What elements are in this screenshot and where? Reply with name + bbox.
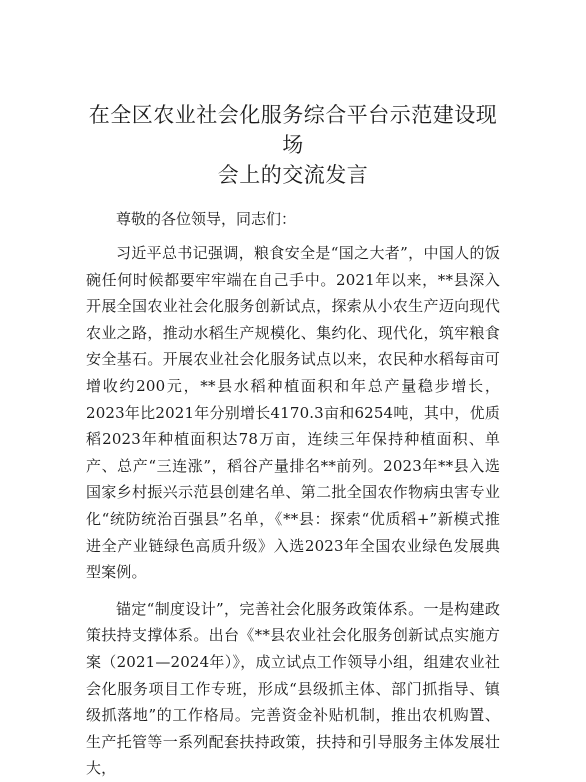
body-paragraph-1: 习近平总书记强调，粮食安全是“国之大者”，中国人的饭碗任何时候都要牢牢端在自己手中。2021年以来，**县深入开展全国农业社会化服务创新试点，探索从小农生产迈向现代农业之路，推动水稻生产规模化、集约化、现代化，筑牢粮食安全基石。开展农业社会化服务试点以来，农民种水稻每亩可增收约200元，**县水稻种植面积和年总产量稳步增长，2023年比2021年分别增长4170.3亩和6254吨，其中，优质稻2023年种植面积达78万亩，连续三年保持种植面积、单产、总产“三连涨”，稻谷产量排名**前列。2023年**县入选国家乡村振兴示范县创建名单、第二批全国农作物病虫害专业化“统防统治百强县”名单，《**县：探索“优质稻+”新模式推进全产业链绿色高质升级》入选2023年全国农业绿色发展典型案例。 <box>86 244 500 582</box>
salutation: 尊敬的各位领导，同志们： <box>116 210 297 228</box>
body-paragraph-2: 锚定“制度设计”，完善社会化服务政策体系。一是构建政策扶持支撑体系。出台《**县农业社会化服务创新试点实施方案（2021—2024年）》，成立试点工作领导小组，组建农业社会化服务项目工作专班，形成“县级抓主体、部门抓指导、镇级抓落地”的工作格局。完善资金补贴机制，推出农机购置、生产托管等一系列配套扶持政策，扶持和引导服务主体发展壮大， <box>86 599 500 778</box>
document-title-line-1: 在全区农业社会化服务综合平台示范建设现场 <box>88 103 498 157</box>
document-title <box>86 100 500 190</box>
document-title-line-2: 会上的交流发言 <box>217 163 369 187</box>
